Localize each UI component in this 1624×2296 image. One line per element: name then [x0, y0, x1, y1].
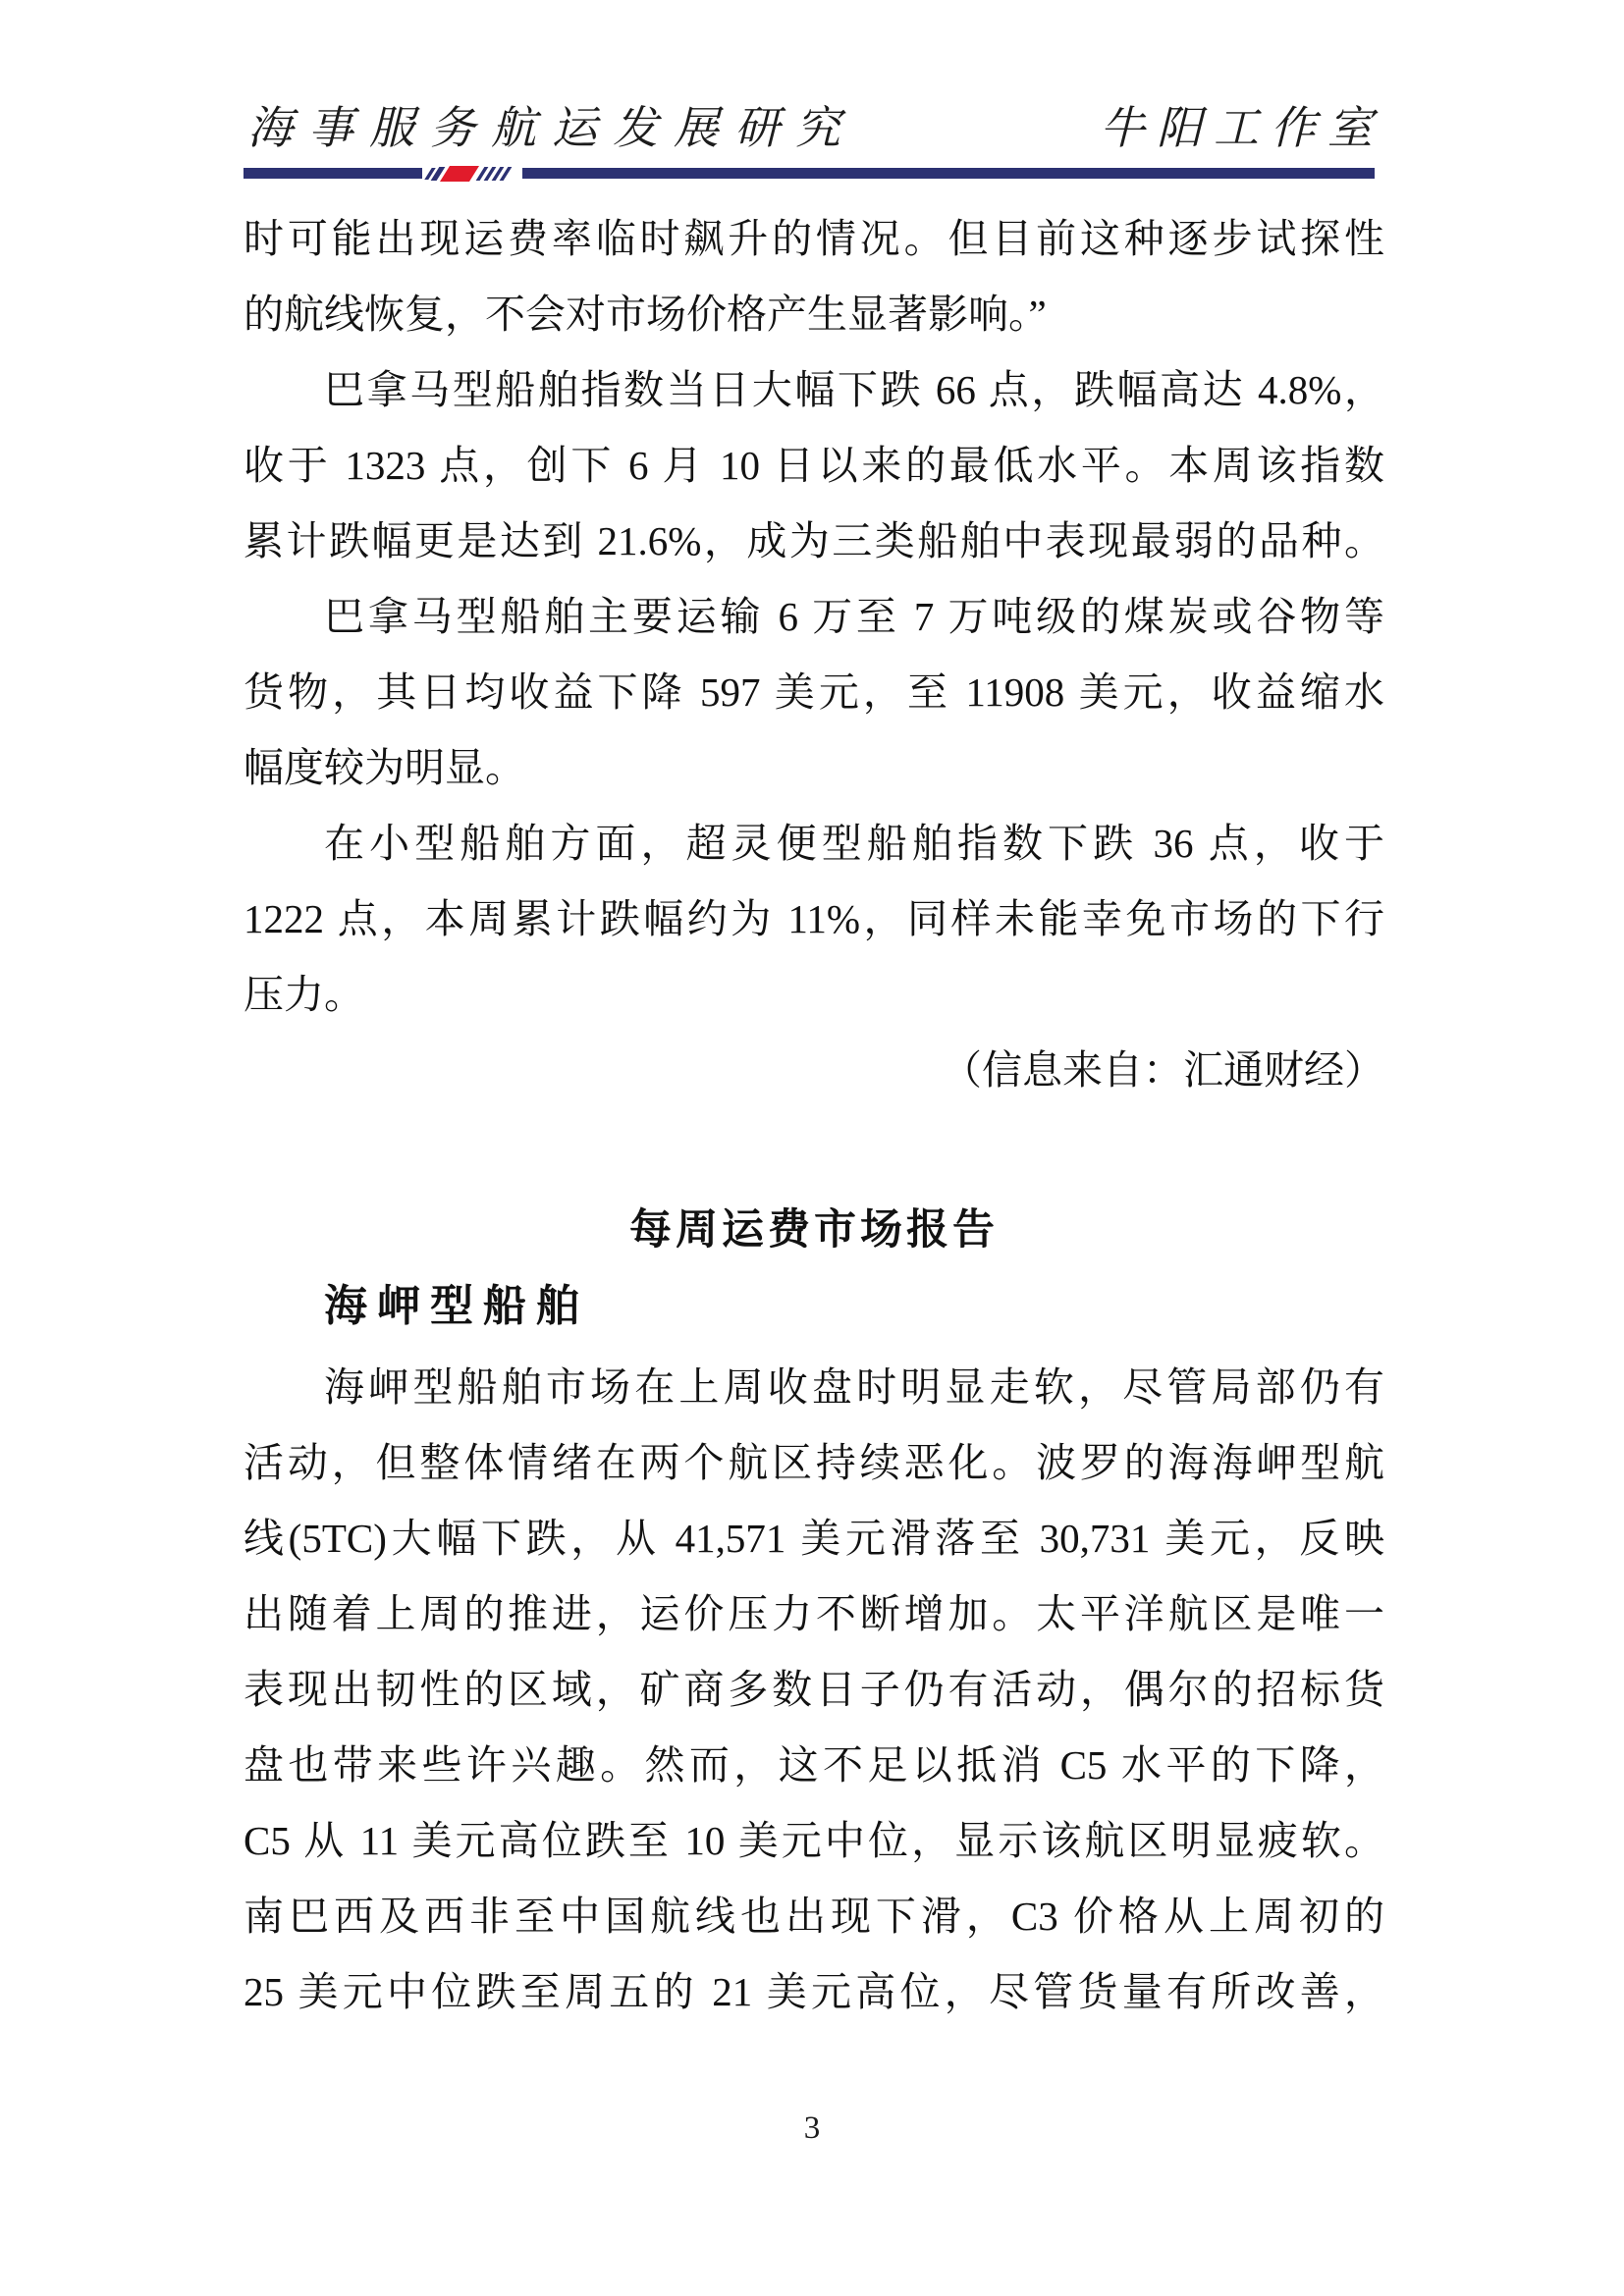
capesize-paragraph-line: C5 从 11 美元高位跌至 10 美元中位，显示该航区明显疲软。: [244, 1818, 1384, 1863]
paragraph-line: 1222 点，本周累计跌幅约为 11%，同样未能幸免市场的下行: [244, 896, 1384, 941]
paragraph-line: 的航线恢复，不会对市场价格产生显著影响。”: [244, 292, 1047, 337]
header-rule-decoration: [422, 164, 522, 183]
header-right-title: 牛阳工作室: [1100, 103, 1384, 153]
attribution-line: （信息来自：汇通财经）: [942, 1047, 1384, 1093]
capesize-paragraph-line: 线(5TC)大幅下跌，从 41,571 美元滑落至 30,731 美元，反映: [244, 1516, 1384, 1561]
section-heading: 每周运费市场报告: [629, 1206, 999, 1254]
deco-red-parallelogram-icon: [440, 166, 479, 182]
section-subheading: 海岬型船舶: [324, 1282, 589, 1330]
capesize-paragraph-line: 表现出韧性的区域，矿商多数日子仍有活动，偶尔的招标货: [244, 1667, 1384, 1712]
section-gap: [244, 1108, 1384, 1193]
capesize-paragraph-line: 活动，但整体情绪在两个航区持续恶化。波罗的海海岬型航: [244, 1440, 1384, 1485]
capesize-paragraph-line: 南巴西及西非至中国航线也出现下滑，C3 价格从上周初的: [244, 1894, 1384, 1939]
paragraph-line: 时可能出现运费率临时飙升的情况。但目前这种逐步试探性: [244, 216, 1384, 261]
paragraph-line: 在小型船舶方面，超灵便型船舶指数下跌 36 点，收于: [324, 821, 1384, 866]
capesize-paragraph-line: 盘也带来些许兴趣。然而，这不足以抵消 C5 水平的下降，: [244, 1742, 1384, 1788]
body-text-column: [244, 201, 1384, 2030]
paragraph-line: 巴拿马型船舶主要运输 6 万至 7 万吨级的煤炭或谷物等: [324, 594, 1384, 639]
paragraph-line: 压力。: [244, 972, 364, 1017]
paragraph-line: 收于 1323 点，创下 6 月 10 日以来的最低水平。本周该指数: [244, 443, 1384, 488]
capesize-paragraph-line: 出随着上周的推进，运价压力不断增加。太平洋航区是唯一: [244, 1591, 1384, 1636]
header-left-title: 海事服务航运发展研究: [247, 103, 856, 153]
capesize-paragraph-line: 25 美元中位跌至周五的 21 美元高位，尽管货量有所改善，: [244, 1969, 1384, 2014]
capesize-paragraph-line: 海岬型船舶市场在上周收盘时明显走软，尽管局部仍有: [324, 1364, 1384, 1410]
paragraph-line: 幅度较为明显。: [244, 745, 525, 790]
paragraph-line: 货物，其日均收益下降 597 美元，至 11908 美元，收益缩水: [244, 669, 1384, 715]
paragraph-line: 巴拿马型船舶指数当日大幅下跌 66 点，跌幅高达 4.8%，: [324, 367, 1384, 412]
header-rule: [244, 168, 1375, 179]
paragraph-line: 累计跌幅更是达到 21.6%，成为三类船舶中表现最弱的品种。: [244, 518, 1384, 563]
page-number: 3: [803, 2110, 821, 2146]
